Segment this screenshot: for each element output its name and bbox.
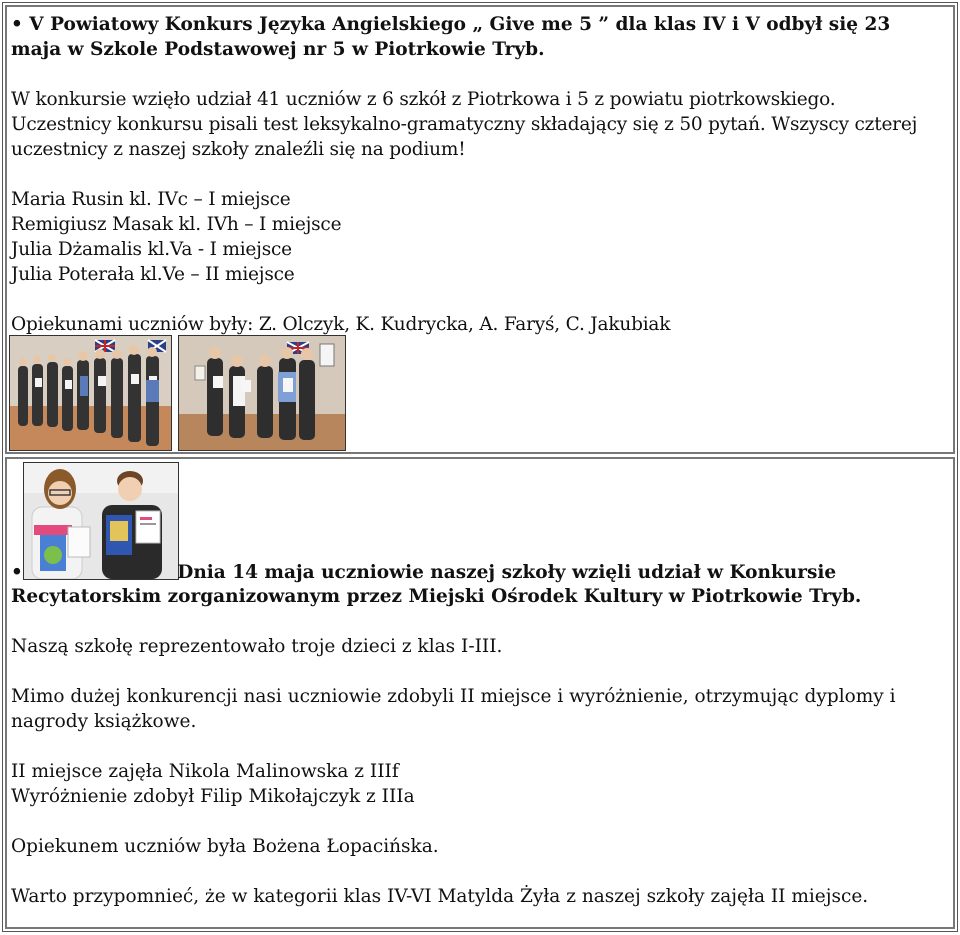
title-text: V Powiatowy Konkurs Języka Angielskiego „ Give me 5 ” dla klas IV i V odbył się 23 [29,14,891,35]
article-title-line2: maja w Szkole Podstawowej nr 5 w Piotrkowie Tryb. [11,39,545,60]
teachers-line: Opiekunami uczniów były: Z. Olczyk, K. Kudrycka, A. Faryś, C. Jakubiak [11,314,671,335]
bullet: • [11,562,23,583]
article-title-line1 [11,12,890,37]
winner-line: Remigiusz Masak kl. IVh – I miejsce [11,214,342,235]
paragraph-line: Uczestnicy konkursu pisali test leksykalno-gramatyczny składający się z 50 pytań. Wszyscy czterej [11,114,918,135]
group-photo-1 [9,335,172,451]
group-photo-2 [178,335,346,451]
news-table [2,2,958,932]
article-title-line2: Recytatorskim zorganizowanym przez Miejski Ośrodek Kultury w Piotrkowie Tryb. [11,586,862,607]
winner-line: Maria Rusin kl. IVc – I miejsce [11,189,291,210]
paragraph-line: Mimo dużej konkurencji nasi uczniowie zdobyli II miejsce i wyróżnienie, otrzymując dyplomy i [11,686,896,707]
winner-line: Julia Dżamalis kl.Va - I miejsce [11,239,292,260]
title-text: Dnia 14 maja uczniowie naszej szkoły wzięli udział w Konkursie [177,562,837,583]
article-cell-english-contest [5,5,955,454]
teacher-line: Opiekunem uczniów była Bożena Łopacińska. [11,836,439,857]
result-line: II miejsce zajęła Nikola Malinowska z IIIf [11,761,399,782]
article-title-line1 [11,560,836,585]
paragraph-line: W konkursie wzięło udział 41 uczniów z 6 szkół z Piotrkowa i 5 z powiatu piotrkowskiego. [11,89,836,110]
paragraph-line: Naszą szkołę reprezentowało troje dzieci z klas I-III. [11,636,503,657]
paragraph-line: uczestnicy z naszej szkoły znaleźli się na podium! [11,139,466,160]
paragraph-line: nagrody książkowe. [11,711,197,732]
article-cell-recitation-contest [5,457,955,929]
result-line: Wyróżnienie zdobył Filip Mikołajczyk z IIIa [11,786,415,807]
note-line: Warto przypomnieć, że w kategorii klas IV-VI Matylda Żyła z naszej szkoły zajęła II miejsce. [11,886,869,907]
winner-line: Julia Poterała kl.Ve – II miejsce [11,264,295,285]
bullet: • [11,14,23,35]
